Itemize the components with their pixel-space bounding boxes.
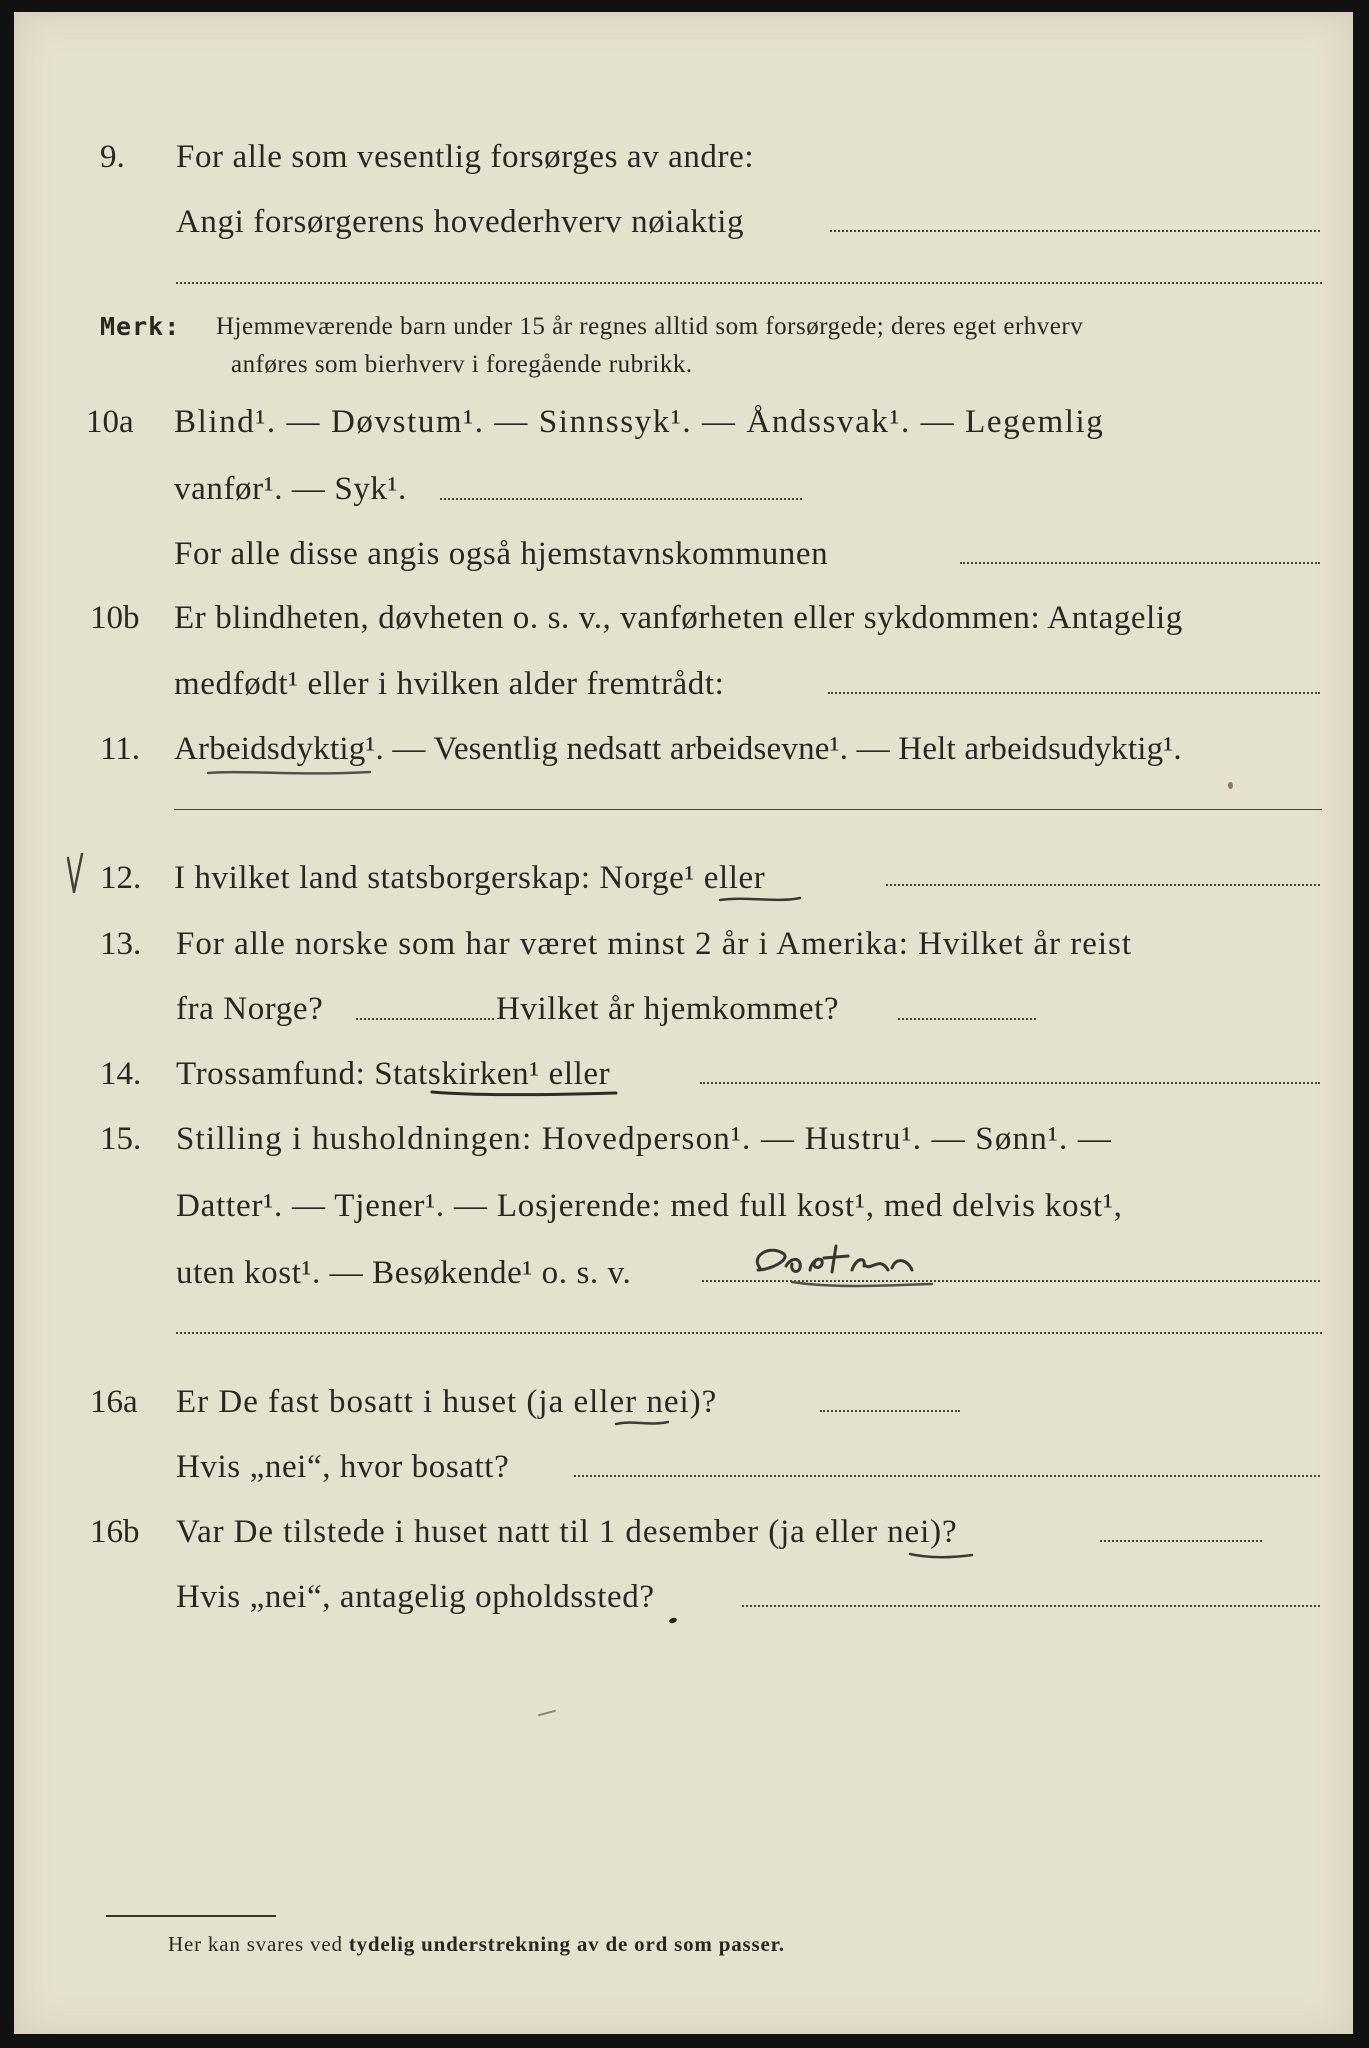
q16b-number: 16b <box>90 1514 140 1550</box>
q15-line1: Stilling i husholdningen: Hovedperson¹. — Hustru¹. — Sønn¹. — <box>176 1121 1113 1157</box>
q10a-line1: Blind¹. — Døvstum¹. — Sinnssyk¹. — Åndssvak¹. — Legemlig <box>174 404 1105 440</box>
q9-line1: For alle som vesentlig forsørges av andre: <box>176 139 755 175</box>
q11-pencil-underline <box>204 764 374 780</box>
q16a-number: 16a <box>90 1384 138 1420</box>
q11-number: 11. <box>100 731 141 767</box>
q16a-line1: Er De fast bosatt i huset (ja eller nei)? <box>176 1384 718 1420</box>
q14-answer-field[interactable] <box>700 1082 1320 1084</box>
q13-line2a: fra Norge? <box>176 991 324 1027</box>
q13-reist-field[interactable] <box>356 1018 494 1020</box>
q12-line1: I hvilket land statsborgerskap: Norge¹ eller <box>174 860 766 896</box>
q12-norge-underline <box>716 892 804 906</box>
q10a-syk-field[interactable] <box>440 498 802 500</box>
merk-label: Merk: <box>100 312 181 341</box>
q15-line2: Datter¹. — Tjener¹. — Losjerende: med full kost¹, med delvis kost¹, <box>176 1188 1123 1224</box>
q16a-bosatt-field[interactable] <box>574 1475 1320 1477</box>
q13-hjemkommet-field[interactable] <box>898 1018 1036 1020</box>
q10b-answer-field[interactable] <box>828 692 1320 694</box>
q16b-line2: Hvis „nei“, antagelig opholdssted? <box>176 1579 655 1615</box>
q10b-line2: medfødt¹ eller i hvilken alder fremtrådt: <box>174 666 725 702</box>
q9-answer-field[interactable] <box>830 230 1320 232</box>
q15-answer-line[interactable] <box>176 1332 1322 1334</box>
merk-line2: anføres som bierhverv i foregående rubrikk. <box>231 351 693 378</box>
q16a-answer-field[interactable] <box>820 1410 960 1412</box>
ink-speck <box>668 1617 677 1624</box>
q15-answer-field[interactable] <box>702 1280 1320 1282</box>
q15-handwritten-answer <box>740 1226 1030 1296</box>
pencil-mark <box>538 1710 556 1717</box>
paper-speck <box>1228 782 1233 789</box>
q14-number: 14. <box>100 1056 142 1092</box>
q16a-ja-underline <box>612 1416 672 1430</box>
q10a-hjemstavn-field[interactable] <box>960 562 1320 564</box>
q16b-ja-underline <box>906 1548 976 1562</box>
q15-number: 15. <box>100 1121 142 1157</box>
q12-check-mark-icon <box>62 850 92 900</box>
q13-line2b: Hvilket år hjemkommet? <box>496 991 840 1027</box>
q12-answer-field[interactable] <box>886 884 1320 886</box>
q10b-line1: Er blindheten, døvheten o. s. v., vanførheten eller sykdommen: Antagelig <box>174 600 1183 636</box>
q16a-line2: Hvis „nei“, hvor bosatt? <box>176 1449 510 1485</box>
q9-answer-line[interactable] <box>176 282 1322 284</box>
q13-line1: For alle norske som har været minst 2 år i Amerika: Hvilket år reist <box>176 926 1133 962</box>
q9-line2: Angi forsørgerens hovederhverv nøiaktig <box>176 204 745 240</box>
q16b-line1: Var De tilstede i huset natt til 1 desember (ja eller nei)? <box>176 1514 958 1550</box>
q16b-answer-field[interactable] <box>1100 1540 1262 1542</box>
q11-line1: Arbeidsdyktig¹. — Vesentlig nedsatt arbeidsevne¹. — Helt arbeidsudyktig¹. <box>174 731 1182 767</box>
q11-answer-line[interactable] <box>174 809 1322 810</box>
q13-number: 13. <box>100 926 142 962</box>
q15-line3: uten kost¹. — Besøkende¹ o. s. v. <box>176 1255 632 1291</box>
footnote <box>168 1932 785 1957</box>
merk-line1: Hjemmeværende barn under 15 år regnes alltid som forsørgede; deres eget erhverv <box>216 313 1084 340</box>
q14-line1: Trossamfund: Statskirken¹ eller <box>176 1056 611 1092</box>
q9-number: 9. <box>100 139 125 175</box>
q10b-number: 10b <box>90 600 140 636</box>
census-form-page <box>14 12 1353 2034</box>
q10a-number: 10a <box>86 404 134 440</box>
footnote-rule <box>106 1915 276 1917</box>
q12-number: 12. <box>100 860 142 896</box>
q10a-line2: vanfør¹. — Syk¹. <box>174 471 407 507</box>
q16b-opholdssted-field[interactable] <box>742 1605 1320 1607</box>
footnote-text-bold: tydelig understrekning av de ord som passer. <box>348 1932 785 1956</box>
footnote-text-regular: Her kan svares ved <box>168 1932 349 1956</box>
q10a-line3: For alle disse angis også hjemstavnskommunen <box>174 536 829 572</box>
q14-statskirken-underline <box>428 1086 620 1100</box>
